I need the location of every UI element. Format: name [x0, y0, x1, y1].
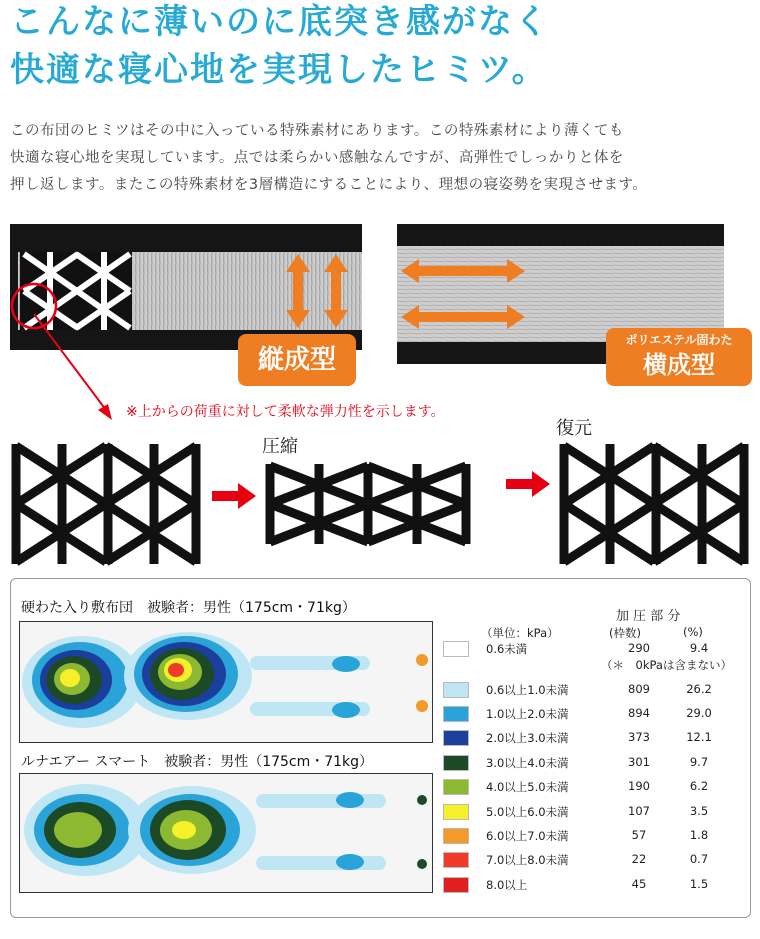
- legend-swatch: [443, 804, 469, 820]
- legend-percent: 12.1: [686, 730, 712, 744]
- legend-percent: 9.7: [689, 755, 709, 769]
- legend-percent: 3.5: [689, 804, 709, 818]
- intro-line: この布団のヒミツはその中に入っている特殊素材にあります。この特殊素材により薄くても: [10, 123, 624, 139]
- legend-count: 107: [628, 804, 650, 818]
- legend-count: 45: [631, 877, 647, 891]
- legend-count: 290: [628, 641, 650, 655]
- legend-count: 57: [631, 828, 647, 842]
- legend-range: 1.0以上2.0未満: [486, 707, 569, 721]
- legend-count: 301: [628, 755, 650, 769]
- intro-line: 快適な寝心地を実現しています。点では柔らかい感触なんですが、高弾性でしっかりと体を: [10, 150, 624, 166]
- legend-swatch: [443, 706, 469, 722]
- legend-range: 5.0以上6.0未満: [486, 805, 569, 819]
- lattice-normal: [10, 440, 202, 568]
- legend-range: 0.6未満: [486, 642, 528, 656]
- elasticity-note: ※上からの荷重に対して柔軟な弾力性を示します。: [126, 404, 445, 420]
- legend-footnote: （＊ 0kPaは含まない）: [601, 658, 732, 672]
- legend-swatch: [443, 755, 469, 771]
- legend-range: 0.6以上1.0未満: [486, 683, 569, 697]
- legend-swatch: [443, 779, 469, 795]
- pressure-map-2: [19, 773, 433, 893]
- vertical-label-badge: 縦成型: [238, 334, 356, 386]
- legend-percent: 26.2: [686, 682, 712, 696]
- legend-range: 2.0以上3.0未満: [486, 731, 569, 745]
- intro-paragraph: [10, 118, 750, 199]
- compressed-label: 圧縮: [262, 436, 298, 457]
- legend-count-header: (枠数): [609, 626, 641, 640]
- horizontal-label: 横成型: [643, 351, 715, 379]
- legend-unit-header: （単位：kPa）: [481, 626, 559, 640]
- legend-count: 190: [628, 779, 650, 793]
- pressure-map-1: [19, 621, 433, 743]
- legend-count: 373: [628, 730, 650, 744]
- pressure-map-1-graphic: [20, 622, 432, 742]
- legend-range: 6.0以上7.0未満: [486, 829, 569, 843]
- intro-line: 押し返します。またこの特殊素材を3層構造にすることにより、理想の寝姿勢を実現させます。: [10, 177, 648, 193]
- legend-range: 7.0以上8.0未満: [486, 853, 569, 867]
- pointer-arrow-icon: [30, 310, 120, 430]
- legend-swatch: [443, 641, 469, 657]
- legend-percent: 9.4: [689, 641, 709, 655]
- legend-range: 8.0以上: [486, 878, 528, 892]
- lattice-compressed: [264, 460, 472, 548]
- legend-percent: 1.5: [689, 877, 709, 891]
- pressure-map-2-graphic: [20, 774, 432, 892]
- arrow-right-icon: [212, 482, 256, 510]
- legend-swatch: [443, 828, 469, 844]
- lattice-restored: [558, 440, 750, 568]
- legend-percent-header: (%): [683, 625, 703, 639]
- legend-swatch: [443, 730, 469, 746]
- legend-percent: 1.8: [689, 828, 709, 842]
- horizontal-label-badge: [606, 328, 752, 386]
- legend-percent: 0.7: [689, 852, 709, 866]
- legend-swatch: [443, 682, 469, 698]
- headline-line-2: 快適な寝心地を実現したヒミツ。: [10, 50, 548, 90]
- map2-title: ルナエアー スマート 被験者：男性（175cm・71kg）: [21, 754, 374, 770]
- arrow-right-icon: [506, 470, 550, 498]
- legend-header: 加 圧 部 分: [616, 609, 681, 624]
- horizontal-caption: ポリエステル固わた: [625, 333, 733, 347]
- pressure-panel: [10, 578, 751, 918]
- legend-count: 894: [628, 706, 650, 720]
- legend-percent: 6.2: [689, 779, 709, 793]
- map1-title: 硬わた入り敷布団 被験者：男性（175cm・71kg）: [21, 600, 356, 616]
- legend-range: 4.0以上5.0未満: [486, 780, 569, 794]
- legend-count: 22: [631, 852, 647, 866]
- restored-label: 復元: [556, 418, 592, 439]
- legend-swatch: [443, 852, 469, 868]
- legend-percent: 29.0: [686, 706, 712, 720]
- headline-line-1: こんなに薄いのに底突き感がなく: [10, 2, 550, 42]
- legend-count: 809: [628, 682, 650, 696]
- legend-swatch: [443, 877, 469, 893]
- legend-range: 3.0以上4.0未満: [486, 756, 569, 770]
